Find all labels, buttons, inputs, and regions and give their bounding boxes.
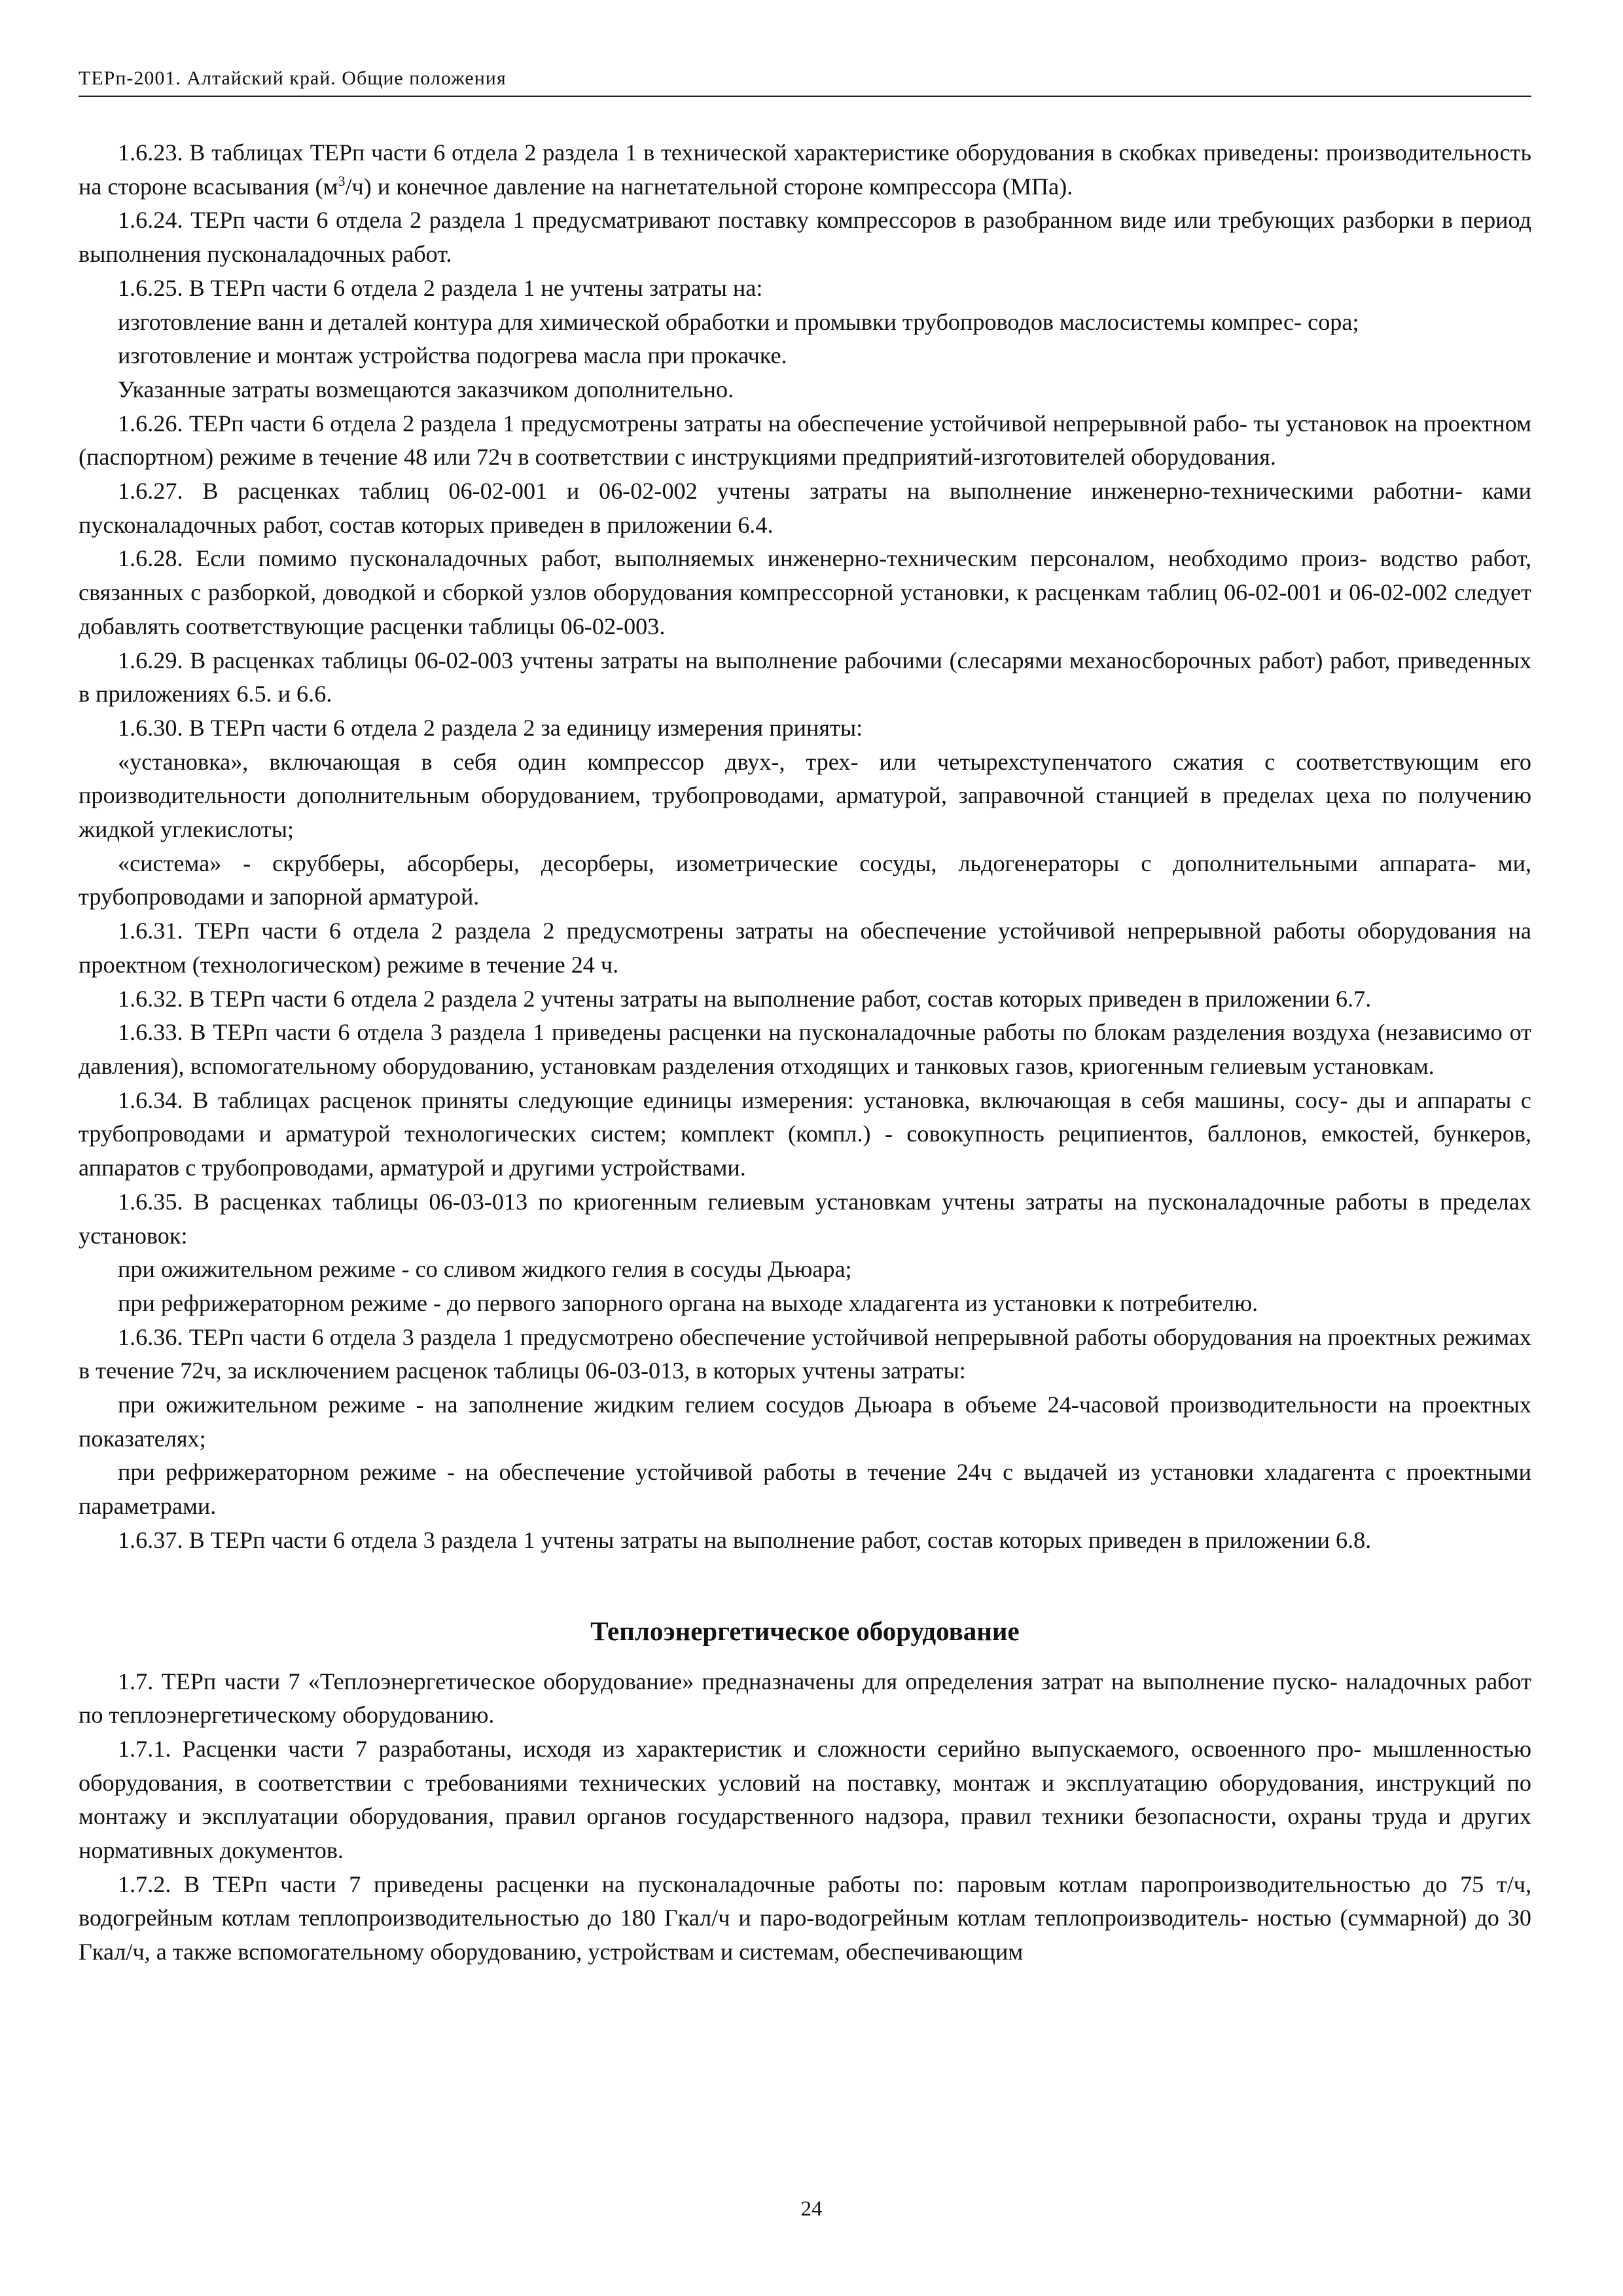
paragraph: 1.6.33. В ТЕРп части 6 отдела 3 раздела 1 приведены расценки на пусконаладочные работы по блокам разделения воздуха (независимо от давления), вспомогательному оборудованию, установкам разделения отходящих и танковых газов, криогенным гелиевым установкам. [79,1019,1531,1079]
paragraph: при рефрижераторном режиме - на обеспечение устойчивой работы в течение 24ч с выдачей из установки хладагента с проектными параметрами. [79,1459,1531,1520]
paragraph: 1.6.25. В ТЕРп части 6 отдела 2 раздела 1 не учтены затраты на: [118,274,763,301]
paragraph: «система» - скрубберы, абсорберы, десорберы, изометрические сосуды, льдогенераторы с дополнительными аппарата- ми, трубопроводами и запорной арматурой. [79,850,1531,910]
running-head: ТЕРп-2001. Алтайский край. Общие положения [79,65,1531,97]
paragraph-text: /ч) и конечное давление на нагнетательной стороне компрессора (МПа). [345,173,1073,200]
paragraph: «установка», включающая в себя один компрессор двух-, трех- или четырехступенчатого сжатия с соответствующим его производительности дополнительным оборудованием, трубопроводами, арматурой, заправочной станцией в пределах цеха по получению жидкой углекислоты; [79,748,1531,843]
paragraph: 1.7. ТЕРп части 7 «Теплоэнергетическое оборудование» предназначены для определения затрат на выполнение пуско- наладочных работ по теплоэнергетическому оборудованию. [79,1668,1531,1729]
paragraph: 1.6.31. ТЕРп части 6 отдела 2 раздела 2 предусмотрены затраты на обеспечение устойчивой непрерывной работы оборудования на проектном (технологическом) режиме в течение 24 ч. [79,918,1531,978]
paragraph: 1.6.28. Если помимо пусконаладочных работ, выполняемых инженерно-техническим персоналом, необходимо произ- водство работ, связанных с разборкой, доводкой и сборкой узлов оборудования компрессорной установки, к расценкам таблиц 06-02-001 и 06-02-002 следует добавлять соответствующие расценки таблицы 06-02-003. [79,545,1531,639]
paragraph: при ожижительном режиме - со сливом жидкого гелия в сосуды Дьюара; [118,1256,852,1283]
paragraph-text: 1.6.23. В таблицах ТЕРп части 6 отдела 2 раздела 1 в технической характеристике оборудования в скобках приведены: производительность на стороне всасывания (м [79,139,1531,200]
page-number: 24 [800,2197,823,2221]
paragraph: 1.6.26. ТЕРп части 6 отдела 2 раздела 1 предусмотрены затраты на обеспечение устойчивой непрерывной рабо- ты установок на проектном (паспортном) режиме в течение 48 или 72ч в соответствии с инструкциями предприятий-изготовителей оборудования. [79,410,1531,471]
paragraph: 1.6.32. В ТЕРп части 6 отдела 2 раздела 2 учтены затраты на выполнение работ, состав которых приведен в приложении 6.7. [118,985,1372,1012]
paragraph: 1.6.30. В ТЕРп части 6 отдела 2 раздела 2 за единицу измерения приняты: [118,714,863,741]
paragraph: 1.6.37. В ТЕРп части 6 отдела 3 раздела 1 учтены затраты на выполнение работ, состав которых приведен в приложении 6.8. [118,1526,1372,1553]
paragraph-1-6-23 [79,136,1531,204]
paragraph: при рефрижераторном режиме - до первого запорного органа на выходе хладагента из установки к потребителю. [118,1289,1258,1316]
paragraph: при ожижительном режиме - на заполнение жидким гелием сосудов Дьюара в объеме 24-часовой производительности на проектных показателях; [79,1391,1531,1452]
section-heading: Теплоэнергетическое оборудование [590,1615,1020,1646]
superscript: 3 [338,172,346,189]
document-page [79,65,1531,1969]
paragraph: 1.7.1. Расценки части 7 разработаны, исходя из характеристик и сложности серийно выпускаемого, освоенного про- мышленностью оборудования, в соответствии с требованиями технических условий на поставку, монтаж и эксплуатацию оборудования, инструкций по монтажу и эксплуатации оборудования, правил органов государственного надзора, правил техники безопасности, охраны труда и других нормативных документов. [79,1735,1531,1864]
paragraph: 1.7.2. В ТЕРп части 7 приведены расценки на пусконаладочные работы по: паровым котлам паропроизводительностью до 75 т/ч, водогрейным котлам теплопроизводительностью до 180 Гкал/ч и паро-водогрейным котлам теплопроизводитель- ностью (суммарной) до 30 Гкал/ч, а также вспомогательному оборудованию, устройствам и системам, обеспечивающим [79,1871,1531,1965]
paragraph: изготовление и монтаж устройства подогрева масла при прокачке. [118,342,787,369]
paragraph: 1.6.27. В расценках таблиц 06-02-001 и 06-02-002 учтены затраты на выполнение инженерно-техническими работни- ками пусконаладочных работ, состав которых приведен в приложении 6.4. [79,478,1531,538]
paragraph: Указанные затраты возмещаются заказчиком дополнительно. [118,376,734,403]
paragraph: 1.6.34. В таблицах расценок приняты следующие единицы измерения: установка, включающая в себя машины, сосу- ды и аппараты с трубопроводами и арматурой технологических систем; комплект (компл.) - совокупность реципиентов, баллонов, емкостей, бункеров, аппаратов с трубопроводами, арматурой и другими устройствами. [79,1086,1531,1181]
paragraph: 1.6.35. В расценках таблицы 06-03-013 по криогенным гелиевым установкам учтены затраты на пусконаладочные работы в пределах установок: [79,1188,1531,1249]
body-text [79,136,1531,1969]
paragraph: изготовление ванн и деталей контура для химической обработки и промывки трубопроводов маслосистемы компрес- сора; [118,308,1359,335]
paragraph: 1.6.24. ТЕРп части 6 отдела 2 раздела 1 предусматривают поставку компрессоров в разобранном виде или требующих разборки в период выполнения пусконаладочных работ. [79,207,1531,268]
paragraph: 1.6.36. ТЕРп части 6 отдела 3 раздела 1 предусмотрено обеспечение устойчивой непрерывной работы оборудования на проектных режимах в течение 72ч, за исключением расценок таблицы 06-03-013, в которых учтены затраты: [79,1323,1531,1384]
paragraph: 1.6.29. В расценках таблицы 06-02-003 учтены затраты на выполнение рабочими (слесарями механосборочных работ) работ, приведенных в приложениях 6.5. и 6.6. [79,647,1531,708]
